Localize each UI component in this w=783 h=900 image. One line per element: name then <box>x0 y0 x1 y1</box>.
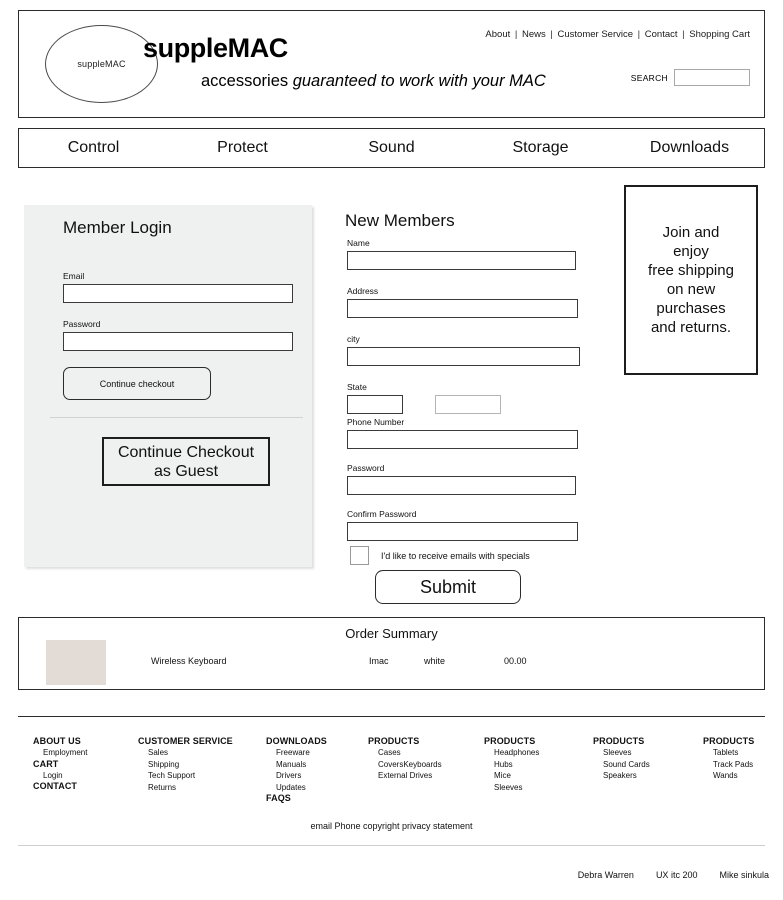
member-login-panel <box>24 205 312 567</box>
footer-link-cases[interactable]: Cases <box>378 748 401 757</box>
field-group-state <box>347 382 501 414</box>
footer-column <box>368 736 442 782</box>
field-input-address[interactable] <box>347 299 578 318</box>
utility-link-contact[interactable]: Contact <box>644 29 678 40</box>
utility-nav-separator: | <box>679 29 688 40</box>
nav-item-storage[interactable]: Storage <box>512 139 569 156</box>
field-input-name[interactable] <box>347 251 576 270</box>
promo-line: on new <box>666 281 716 298</box>
field-label-name: Name <box>347 238 370 248</box>
credit-entry: Mike sinkula <box>719 870 769 880</box>
nav-item-control[interactable]: Control <box>67 139 120 156</box>
search-label: SEARCH <box>630 72 668 83</box>
field-input-password[interactable] <box>347 476 576 495</box>
new-members-title: New Members <box>345 211 455 230</box>
login-password-group <box>63 319 293 351</box>
footer-heading-products: PRODUCTS <box>593 736 645 746</box>
promo-line: free shipping <box>648 262 734 279</box>
footer-link-drivers[interactable]: Drivers <box>276 771 302 780</box>
logo-label: suppleMAC <box>77 59 126 69</box>
footer-link-updates[interactable]: Updates <box>276 782 306 792</box>
logo[interactable] <box>45 25 158 103</box>
main-nav <box>18 128 765 168</box>
continue-checkout-button[interactable]: Continue checkout <box>63 367 211 400</box>
credit-entry: UX itc 200 <box>655 870 698 880</box>
promo-line: enjoy <box>673 243 709 260</box>
footer-column <box>33 736 87 792</box>
order-item-thumbnail <box>46 640 106 685</box>
footer-divider <box>18 716 765 717</box>
field-input-state[interactable] <box>347 395 403 414</box>
footer-link-sleeves[interactable]: Sleeves <box>494 782 523 792</box>
footer-link-speakers[interactable]: Speakers <box>603 771 637 780</box>
field-group-name <box>347 238 576 270</box>
footer-column <box>593 736 650 782</box>
field-group-confirm-password <box>347 509 578 541</box>
guest-button-label <box>118 443 254 481</box>
field-input-city[interactable] <box>347 347 580 366</box>
footer-link-employment[interactable]: Employment <box>43 748 88 757</box>
footer-heading-downloads: DOWNLOADS <box>266 736 327 746</box>
utility-link-customer-service[interactable]: Customer Service <box>557 29 634 40</box>
footer-column <box>703 736 754 782</box>
field-input-confirm-password[interactable] <box>347 522 578 541</box>
promo-line: and returns. <box>650 319 732 336</box>
field-input-zip[interactable] <box>435 395 501 414</box>
brand-title: suppleMAC <box>143 33 288 63</box>
field-group-password <box>347 463 576 495</box>
footer-link-login[interactable]: Login <box>43 770 63 780</box>
utility-link-about[interactable]: About <box>485 29 511 40</box>
order-summary-title: Order Summary <box>345 626 438 641</box>
field-group-city <box>347 334 580 366</box>
specials-checkbox[interactable] <box>350 546 369 565</box>
footer-column <box>138 736 233 793</box>
footer-heading-products: PRODUCTS <box>703 736 755 746</box>
footer-link-returns[interactable]: Returns <box>148 782 177 792</box>
field-label-confirm-password: Confirm Password <box>347 509 417 519</box>
footer-heading-about-us: ABOUT US <box>33 736 81 746</box>
footer-heading-faqs: FAQS <box>266 793 291 803</box>
promo-line: purchases <box>656 300 726 317</box>
promo-text <box>648 223 734 337</box>
footer-heading-cart: CART <box>33 758 59 769</box>
legal-line: email Phone copyright privacy statement <box>310 821 473 831</box>
tagline-italic: guaranteed to work with your MAC <box>292 72 546 90</box>
footer-column <box>484 736 539 793</box>
footer-heading-contact: CONTACT <box>33 781 78 791</box>
utility-nav-separator: | <box>512 29 520 40</box>
footer-link-mice[interactable]: Mice <box>494 771 511 780</box>
footer-link-track-pads[interactable]: Track Pads <box>713 759 754 769</box>
footer-link-headphones[interactable]: Headphones <box>494 748 540 757</box>
credits-line <box>578 870 769 880</box>
field-group-phone-number <box>347 417 578 449</box>
field-label-state: State <box>347 382 367 392</box>
footer-link-tablets[interactable]: Tablets <box>713 748 739 757</box>
continue-as-guest-button[interactable] <box>102 437 270 486</box>
login-divider <box>50 417 303 418</box>
order-item-model: Imac <box>369 656 389 666</box>
tagline-plain: accessories <box>201 72 293 90</box>
field-label-address: Address <box>347 286 379 296</box>
login-email-input[interactable] <box>63 284 293 303</box>
credits-divider <box>18 845 765 846</box>
footer-link-shipping[interactable]: Shipping <box>148 759 180 769</box>
login-password-input[interactable] <box>63 332 293 351</box>
tagline <box>201 72 546 91</box>
member-login-title: Member Login <box>63 218 172 237</box>
field-input-phone-number[interactable] <box>347 430 578 449</box>
footer-heading-customer-service: CUSTOMER SERVICE <box>138 736 233 746</box>
footer-heading-products: PRODUCTS <box>368 736 420 746</box>
footer-link-manuals[interactable]: Manuals <box>276 759 307 769</box>
utility-nav-separator: | <box>635 29 643 40</box>
footer-link-sound-cards[interactable]: Sound Cards <box>603 759 650 769</box>
footer-link-wands[interactable]: Wands <box>713 771 738 780</box>
promo-line: Join and <box>662 224 720 241</box>
login-email-group <box>63 271 293 303</box>
utility-nav-separator: | <box>547 29 556 40</box>
login-email-label: Email <box>63 271 85 281</box>
field-label-phone-number: Phone Number <box>347 417 405 427</box>
specials-optin-row <box>350 546 530 565</box>
footer-link-hubs[interactable]: Hubs <box>494 759 513 769</box>
state-row <box>347 395 501 414</box>
credit-entry: Debra Warren <box>577 870 634 880</box>
field-label-password: Password <box>347 463 385 473</box>
utility-link-news[interactable]: News <box>522 29 546 40</box>
order-item-name: Wireless Keyboard <box>151 656 227 666</box>
login-password-label: Password <box>63 319 101 329</box>
footer-column <box>266 736 327 804</box>
guest-label-line1: Continue Checkout <box>117 443 255 461</box>
specials-checkbox-label: I'd like to receive emails with specials <box>381 550 530 561</box>
submit-button[interactable]: Submit <box>375 570 521 604</box>
footer-link-sleeves[interactable]: Sleeves <box>603 748 632 757</box>
field-label-city: city <box>347 334 360 344</box>
footer-link-coverskeyboards[interactable]: CoversKeyboards <box>378 759 442 769</box>
search-input[interactable] <box>674 69 750 86</box>
search-area <box>631 69 750 86</box>
footer-link-tech-support[interactable]: Tech Support <box>148 771 196 780</box>
field-group-address <box>347 286 578 318</box>
guest-label-line2: as Guest <box>153 462 219 480</box>
nav-item-protect[interactable]: Protect <box>217 139 268 156</box>
nav-item-sound[interactable]: Sound <box>368 139 415 156</box>
promo-box <box>624 185 758 375</box>
order-item-price: 00.00 <box>504 656 527 666</box>
footer-link-external-drives[interactable]: External Drives <box>378 771 433 780</box>
footer-link-sales[interactable]: Sales <box>148 748 169 757</box>
order-summary-panel <box>18 617 765 690</box>
footer-link-freeware[interactable]: Freeware <box>276 748 310 757</box>
utility-nav <box>485 29 750 40</box>
order-item-color: white <box>424 656 446 666</box>
nav-item-downloads[interactable]: Downloads <box>649 139 730 156</box>
site-header <box>18 10 765 118</box>
utility-link-shopping-cart[interactable]: Shopping Cart <box>689 29 750 40</box>
footer-heading-products: PRODUCTS <box>484 736 536 746</box>
